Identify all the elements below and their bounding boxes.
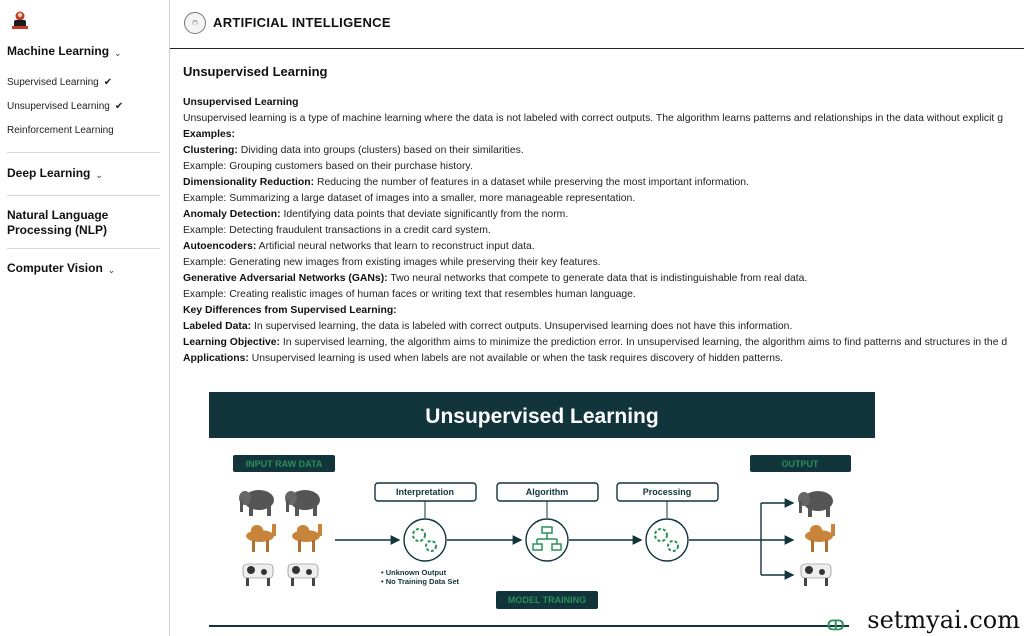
article-line-text: Example: Summarizing a large dataset of images into a smaller, more manageable representation. [183,193,636,204]
article-line-text: Example: Generating new images from existing images while preserving their key features. [183,257,601,268]
page-header-title: ARTIFICIAL INTELLIGENCE [213,15,391,30]
article-line-bold: Clustering: [183,145,238,156]
top-header [170,0,1024,49]
article-line [183,351,1024,367]
sidebar-heading-deep-learning[interactable] [7,166,162,183]
chevron-down-icon: ⌄ [114,48,122,58]
article-line [183,223,1024,239]
chevron-down-icon: ⌄ [95,170,103,180]
check-icon: ✔ [103,76,113,88]
sidebar-section-deep-learning [0,153,169,195]
sidebar-heading-label: Natural Language Processing (NLP) [7,208,109,237]
step-label-processing: Processing [642,487,692,497]
article-line-text: Example: Grouping customers based on their purchase history. [183,161,473,172]
diagram-svg [209,392,875,636]
article-line [183,159,1024,175]
sidebar-heading-label: Deep Learning [7,166,91,180]
article-body [183,95,1024,367]
check-icon: ✔ [114,100,124,112]
sidebar-item-label: Reinforcement Learning [7,124,114,136]
svg-text:ↀ: ↀ [827,617,845,633]
article-line [183,111,1024,127]
input-label: INPUT RAW DATA [245,459,323,469]
article-line-text: Two neural networks that compete to generate data that is indistinguishable from real data. [387,273,808,284]
article-line [183,303,1024,319]
gears-icon [404,519,446,561]
article-line [183,127,1024,143]
article-line-text: Example: Detecting fraudulent transactions in a credit card system. [183,225,491,236]
sidebar-item-label: Unsupervised Learning [7,100,110,112]
article-line-bold: Key Differences from Supervised Learning: [183,305,397,316]
model-training-label: MODEL TRAINING [507,595,587,605]
article-line [183,95,1024,111]
step-label-interpretation: Interpretation [395,487,455,497]
page-title: Unsupervised Learning [183,64,328,79]
unsupervised-learning-diagram [209,392,875,636]
logo-icon[interactable] [8,8,32,32]
gfg-logo-icon [827,617,844,633]
article-line-text: Identifying data points that deviate significantly from the norm. [280,209,569,220]
note-no-training-data: • No Training Data Set [381,577,460,586]
diagram-banner-title: Unsupervised Learning [425,405,659,428]
article-line-text: Reducing the number of features in a dataset while preserving the most important information. [314,177,749,188]
sidebar-nav [0,44,169,278]
watermark-text: setmyai.com [867,606,1020,634]
article-line-text: In supervised learning, the data is labeled with correct outputs. Unsupervised learning does not have this information. [251,321,793,332]
chevron-down-icon: ⌄ [107,265,116,275]
article-line [183,143,1024,159]
article-line [183,175,1024,191]
article-line [183,335,1024,351]
article-line-bold: Anomaly Detection: [183,209,281,220]
article-line-text: Example: Creating realistic images of human faces or writing text that resembles human language. [183,289,636,300]
article-line-text: Unsupervised learning is used when labels are not available or when the task requires discovery of hidden patterns. [248,353,784,364]
sidebar-item-label: Supervised Learning [7,76,99,88]
article-line [183,271,1024,287]
article-line-text: Dividing data into groups (clusters) based on their similarities. [237,145,524,156]
flowchart-icon [526,519,568,561]
badge-text: (*) [192,20,198,26]
article-line-bold: Unsupervised Learning [183,97,299,108]
article-line-bold: Dimensionality Reduction: [183,177,315,188]
article-line [183,207,1024,223]
sidebar-heading-computer-vision[interactable] [7,261,162,278]
sidebar-item-reinforcement-learning[interactable] [7,122,162,138]
article-line-text: Unsupervised learning is a type of machine learning where the data is not labeled with correct outputs. The algorithm learns patterns and relationships in the data without explicit g [183,113,1003,124]
site-badge-icon[interactable] [184,12,206,34]
sidebar-heading-label: Computer Vision [7,261,103,275]
sidebar-heading-label: Machine Learning [7,44,110,58]
article-line [183,319,1024,335]
sidebar-section-machine-learning [0,44,169,138]
article-line [183,287,1024,303]
sidebar-heading-nlp[interactable] [7,208,162,238]
sidebar [0,0,170,636]
gears-icon [646,519,688,561]
article-line-bold: Autoencoders: [183,241,257,252]
article-line-text: Artificial neural networks that learn to reconstruct input data. [256,241,535,252]
article-line-bold: Labeled Data: [183,321,252,332]
article-line-bold: Learning Objective: [183,337,281,348]
article-line-text: In supervised learning, the algorithm aims to minimize the prediction error. In unsupervised learning, the algorithm aims to find patterns and structures in the d [280,337,1008,348]
step-label-algorithm: Algorithm [525,487,569,497]
article-line-bold: Applications: [183,353,249,364]
article-line [183,239,1024,255]
article-line-bold: Examples: [183,129,235,140]
article-line-bold: Generative Adversarial Networks (GANs): [183,273,388,284]
note-unknown-output: • Unknown Output [381,568,447,577]
sidebar-item-supervised-learning[interactable] [7,74,162,90]
article-line [183,191,1024,207]
article-line [183,255,1024,271]
sidebar-section-nlp [0,196,169,248]
sidebar-item-unsupervised-learning[interactable] [7,98,162,114]
sidebar-section-computer-vision [0,249,169,278]
sidebar-heading-machine-learning[interactable] [7,44,162,61]
output-label: OUTPUT [781,459,819,469]
